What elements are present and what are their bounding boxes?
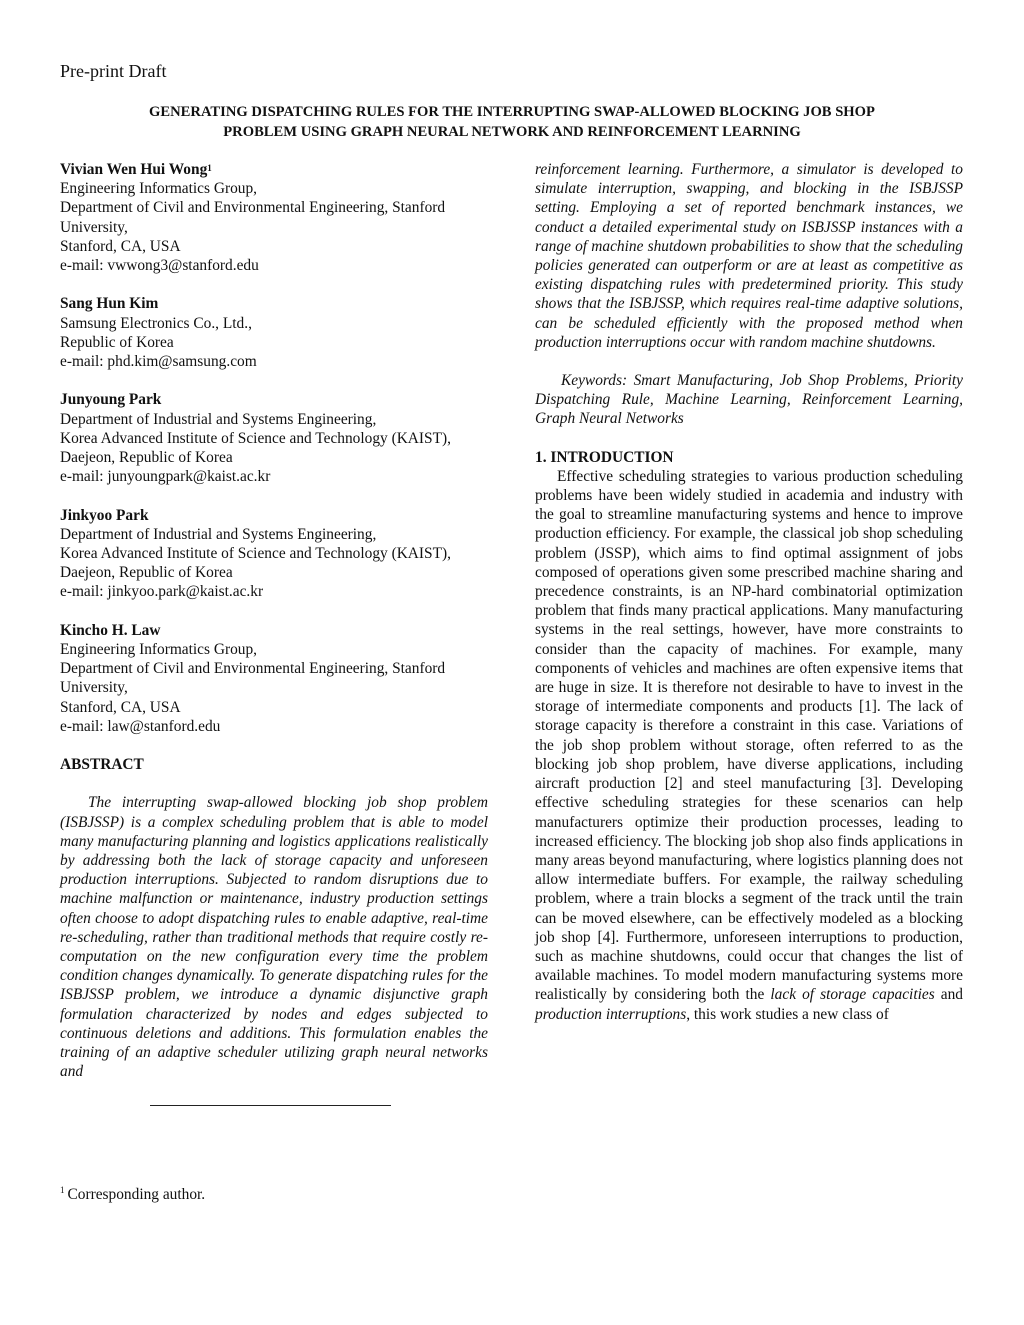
author-name: Sang Hun Kim (60, 295, 159, 313)
paper-title (60, 103, 964, 142)
affiliation-line: Department of Industrial and Systems Engineering, (60, 525, 377, 543)
author-email: e-mail: phd.kim@samsung.com (60, 353, 257, 371)
affiliation-line: Daejeon, Republic of Korea (60, 449, 233, 467)
author-name: Jinkyoo Park (60, 506, 149, 524)
author-block (60, 390, 488, 486)
affiliation-line: Republic of Korea (60, 333, 174, 351)
affiliation-line: Samsung Electronics Co., Ltd., (60, 314, 252, 332)
author-block (60, 160, 488, 275)
introduction-text (535, 467, 963, 1024)
affiliation-line: University, (60, 218, 128, 236)
author-name: Junyoung Park (60, 391, 162, 409)
author-name: Kincho H. Law (60, 621, 161, 639)
affiliation-line: Department of Industrial and Systems Engineering, (60, 410, 377, 428)
footnote (60, 1186, 205, 1204)
footnote-text: Corresponding author. (67, 1186, 206, 1203)
author-block (60, 506, 488, 602)
abstract-text: The interrupting swap-allowed blocking job shop problem (ISBJSSP) is a complex scheduling problem that is able to model many manufacturing planning and logistics applications realistically by addressing both the lack of storage capacity and unforeseen production interruptions. Subjected to random disruptions due to machine malfunction or maintenance, industry production settings often choose to adopt dispatching rules to enable adaptive, real-time re-scheduling, rather than traditional methods that require costly re-computation on the new configuration every time the problem condition changes dynamically. To generate dispatching rules for the ISBJSSP problem, we introduce a dynamic disjunctive graph formulation characterized by nodes and edges subjected to continuous deletions and additions. This formulation enables the training of an adaptive scheduler utilizing graph neural networks and (60, 794, 488, 1081)
affiliation-line: Daejeon, Republic of Korea (60, 564, 233, 582)
title-line-1: GENERATING DISPATCHING RULES FOR THE INTERRUPTING SWAP-ALLOWED BLOCKING JOB SHOP (149, 104, 875, 120)
affiliation-line: Stanford, CA, USA (60, 237, 181, 255)
emphasis-interruptions: production interruptions (535, 1005, 687, 1023)
author-email: e-mail: junyoungpark@kaist.ac.kr (60, 468, 271, 486)
introduction-body: Effective scheduling strategies to various production scheduling problems have been widely studied in academia and industry with the goal to streamline manufacturing systems and hence to improve production efficiency. For example, the classical job shop scheduling problem (JSSP), which aims to find optimal assignment of jobs composed of operations given some prescribed machine sharing and precedence constraints, is an NP-hard combinatorial optimization problem that finds many practical applications. Many manufacturing systems in the real settings, however, have more constraints to consider than the capacity of machines. For example, many components of vehicles and machines are often expensive items that are huge in size. It is therefore not desirable to have to invest in the storage of intermediate components and products [1]. The lack of storage capacity is therefore a constraint in this case. Variations of the job shop problem without storage, often referred to as the blocking job shop problem, have diverse applications, including aircraft production [2] and steel manufacturing [3]. Developing effective scheduling strategies for these scenarios can help manufacturers optimize their production processes, leading to increased efficiency. The blocking job shop also finds applications in many areas beyond manufacturing, where logistics planning does not allow intermediate buffers. For example, the railway scheduling problem, where a train blocks a segment of the track until the train can be moved elsewhere, can be effectively modeled as a blocking job shop [4]. Furthermore, unforeseen interruptions to production, such as machine shutdowns, could occur that changes the list of available machines. To model modern manufacturing systems more realistically by considering both the (535, 467, 963, 1004)
author-name: Vivian Wen Hui Wong (60, 161, 208, 178)
affiliation-line: Korea Advanced Institute of Science and Technology (KAIST), (60, 429, 451, 447)
keywords: Keywords: Smart Manufacturing, Job Shop Problems, Priority Dispatching Rule, Machine Learning, Reinforcement Learning, Graph Neural Networks (535, 372, 963, 428)
affiliation-line: Engineering Informatics Group, (60, 641, 258, 659)
affiliation-line: Department of Civil and Environmental Engineering, Stanford (60, 660, 446, 678)
footnote-mark: 1 (60, 1185, 65, 1195)
affiliation-line: Stanford, CA, USA (60, 698, 181, 716)
abstract-heading: ABSTRACT (60, 756, 144, 774)
author-block (60, 294, 488, 371)
introduction-and: and (940, 986, 963, 1004)
abstract-text-continued: reinforcement learning. Furthermore, a simulator is developed to simulate interruption, swapping, and blocking in the ISBJSSP setting. Employing a set of reported benchmark instances, we conduct a detailed experimental study on ISBJSSP instances with a range of machine shutdown probabilities to show that the scheduling policies generated can outperform or are at least as competitive as existing dispatching rules with predetermined priority. This study shows that the ISBJSSP, which requires real-time adaptive solutions, can be scheduled efficiently with the proposed method when production interruptions occur with random machine shutdowns. (535, 161, 963, 351)
right-column (535, 160, 963, 1024)
page-header: Pre-print Draft (60, 61, 167, 81)
left-column (60, 160, 488, 1081)
author-email: e-mail: law@stanford.edu (60, 717, 221, 735)
author-email: e-mail: jinkyoo.park@kaist.ac.kr (60, 583, 264, 601)
affiliation-line: University, (60, 679, 128, 697)
author-block (60, 621, 488, 736)
affiliation-line: Engineering Informatics Group, (60, 180, 258, 198)
author-email: e-mail: vwwong3@stanford.edu (60, 257, 259, 275)
introduction-heading: 1. INTRODUCTION (535, 448, 674, 466)
title-line-2: PROBLEM USING GRAPH NEURAL NETWORK AND REINFORCEMENT LEARNING (223, 123, 801, 140)
affiliation-line: Department of Civil and Environmental Engineering, Stanford (60, 199, 446, 217)
affiliation-line: Korea Advanced Institute of Science and Technology (KAIST), (60, 545, 451, 563)
footnote-divider (150, 1105, 391, 1106)
introduction-tail: , this work studies a new class of (686, 1005, 889, 1023)
emphasis-storage: lack of storage capacities (770, 986, 935, 1004)
author-footnote-mark: 1 (207, 163, 212, 173)
